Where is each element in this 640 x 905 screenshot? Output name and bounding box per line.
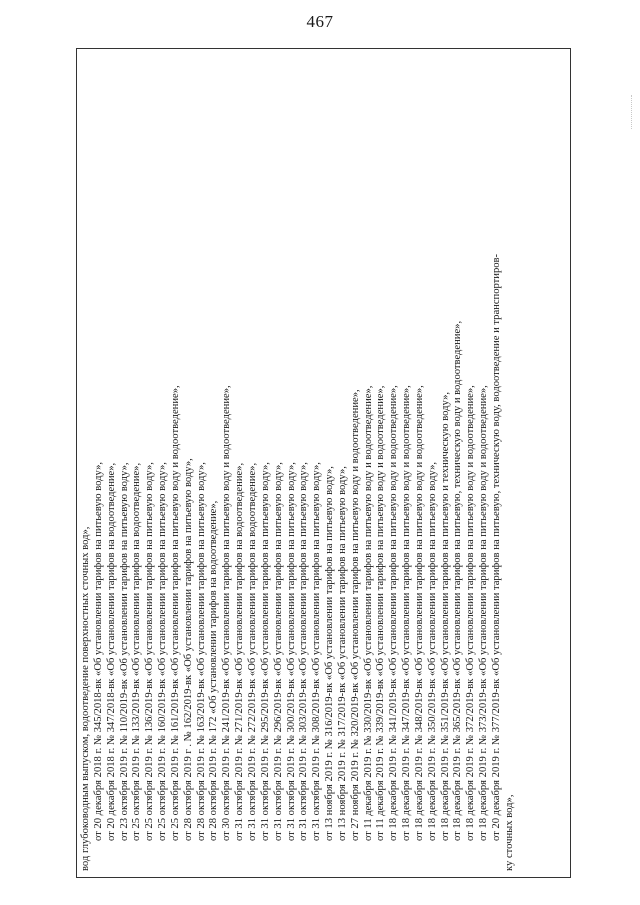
document-line: от 18 декабря 2019 г. № 348/2019-вк «Об установлении тарифов на питьевую воду и водоотведение», [413, 385, 425, 841]
document-line: от 31 октября 2019 г. № 303/2019-вк «Об установлении тарифов на питьевую воду», [298, 462, 310, 841]
document-line: от 25 октября 2019 г. № 133/2019-вк «Об установлении тарифов на водоотведение», [131, 462, 143, 841]
document-line: от 28 октября 2019 г. № 172 «Об установлении тарифов на водоотведение», [208, 500, 220, 841]
document-line: от 31 октября 2019 г. № 271/2019-вк «Об установлении тарифов на водоотведение», [234, 462, 246, 841]
document-line: от 31 октября 2019 г. № 295/2019-вк «Об установлении тарифов на питьевую воду», [259, 462, 271, 841]
document-line: от 31 октября 2019 г. № 308/2019-вк «Об установлении тарифов на питьевую воду», [311, 462, 323, 841]
document-line: от 13 ноября 2019 г. № 316/2019-вк «Об установлении тарифов на питьевую воду», [324, 466, 336, 841]
document-line: от 18 декабря 2019 г. № 365/2019-вк «Об установлении тарифов на питьевую, техническую воду и водоотведение», [452, 320, 464, 841]
document-line: от 25 октября 2019 г. № 136/2019-вк «Об установлении тарифов на питьевую воду», [144, 462, 156, 841]
document-line: от 18 декабря 2019 г. № 373/2019-вк «Об установлении тарифов на питьевую воду и водоотведение», [478, 385, 490, 841]
document-line: от 18 декабря 2019 г. № 350/2019-вк «Об установлении тарифов на питьевую воду», [426, 461, 438, 841]
document-line: от 31 октября 2019 г. № 300/2019-вк «Об установлении тарифов на питьевую воду», [285, 462, 297, 841]
document-frame [76, 48, 571, 878]
rotated-text-area [78, 51, 569, 877]
document-line: от 31 октября 2019 г. № 296/2019-вк «Об установлении тарифов на питьевую воду», [272, 462, 284, 841]
document-line: от 28 октября 2019 г. № 163/2019-вк «Об установлении тарифов на питьевую воду», [195, 462, 207, 841]
document-line: вод глубоководным выпуском, водоотведение поверхностных сточных вод», [80, 526, 91, 871]
document-line: от 18 декабря 2019 г. № 372/2019-вк «Об установлении тарифов на питьевую воду и водоотведение», [465, 385, 477, 841]
document-line: от 28 октября 2019 г . № 162/2019-вк «Об установлении тарифов на питьевую воду», [182, 458, 194, 841]
document-line: от 23 октября 2019 г. № 110/2019-вк «Об установлении тарифов на питьевую воду», [118, 462, 130, 841]
document-line: от 18 декабря 2019 г. № 351/2019-вк «Об установлении тарифов на питьевую и техническую воду», [439, 391, 451, 841]
document-text-block [78, 51, 569, 877]
page-number: 467 [306, 12, 334, 31]
document-line: от 25 октября 2019 г. № 161/2019-вк «Об установлении тарифов на питьевую воду и водоотведение», [169, 385, 181, 841]
document-line: от 25 октября 2019 г. № 160/2019-вк «Об установлении тарифов на питьевую воду», [157, 462, 169, 841]
document-line: от 11 декабря 2019 г. № 339/2019-вк «Об установлении тарифов на питьевую воду и водоотведение», [375, 385, 387, 841]
document-line: от 27 ноября 2019 г. № 320/2019-вк «Об установлении тарифов на питьевую воду и водоотведение», [349, 389, 361, 841]
document-line: от 13 ноября 2019 г. № 317/2019-вк «Об установлении тарифов на питьевую воду», [336, 466, 348, 841]
document-line: от 18 декабря 2019 г. № 347/2019-вк «Об установлении тарифов на питьевую воду и водоотведение», [401, 385, 413, 841]
document-line: от 11 декабря 2019 г. № 330/2019-вк «Об установлении тарифов на питьевую воду и водоотведение», [362, 385, 374, 841]
document-line: ку сточных вод», [503, 794, 515, 871]
document-line: от 31 октября 2019 г. № 272/2019-вк «Об установлении тарифов на водоотведение», [246, 462, 258, 841]
scan-artifact-mark [631, 95, 634, 129]
document-line: от 18 декабря 2019 г. № 341/2019-вк «Об установлении тарифов на питьевую воду и водоотведение», [388, 385, 400, 841]
document-line: от 20 декабря 2018 г. № 347/2018-вк «Об установлении тарифов на водоотведение», [105, 462, 117, 841]
document-line: от 20 декабря 2018 г. № 345/2018-вк «Об установлении тарифов на питьевую воду», [92, 461, 104, 841]
document-line: от 30 октября 2019 г. № 241/2019-вк «Об установлении тарифов на питьевую воду и водоотведение», [221, 385, 233, 841]
document-line: от 20 декабря 2019 г. № 377/2019-вк «Об установлении тарифов на питьевую, техническую воду, водоотведение и транспортиров- [491, 253, 502, 841]
